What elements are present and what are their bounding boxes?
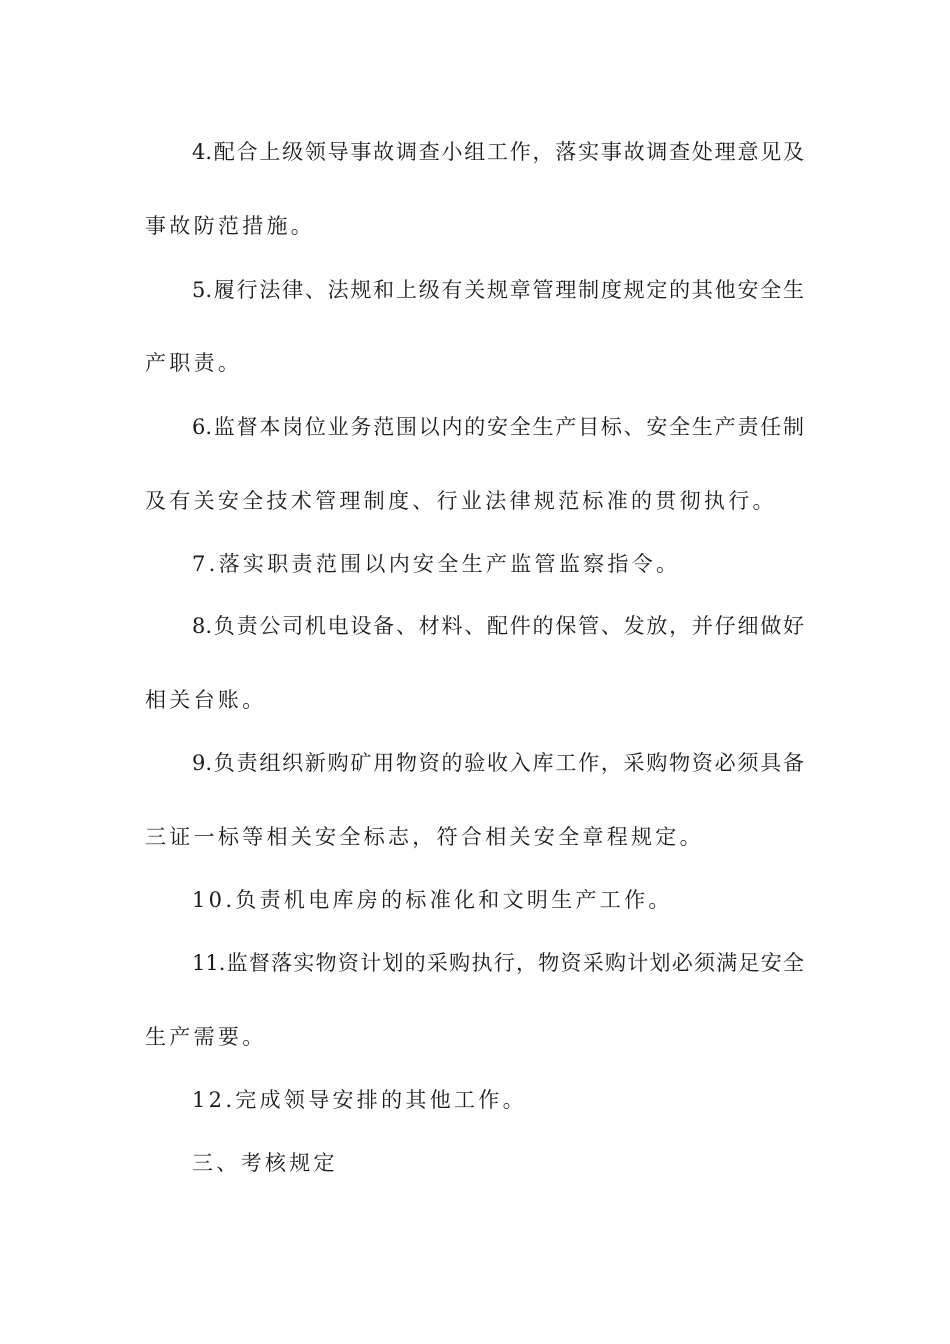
paragraph-5-line-2: 产职责。 xyxy=(145,351,243,375)
section-heading-assessment: 三、考核规定 xyxy=(192,1151,338,1175)
paragraph-6-line-2: 及有关安全技术管理制度、行业法律规范标准的贯彻执行。 xyxy=(145,489,777,513)
paragraph-5-line-1: 5.履行法律、法规和上级有关规章管理制度规定的其他安全生 xyxy=(192,278,804,302)
paragraph-7: 7.落实职责范围以内安全生产监管监察指令。 xyxy=(192,552,681,576)
paragraph-10: 10.负责机电库房的标准化和文明生产工作。 xyxy=(192,888,673,912)
paragraph-6-line-1: 6.监督本岗位业务范围以内的安全生产目标、安全生产责任制 xyxy=(192,415,804,439)
paragraph-8-line-1: 8.负责公司机电设备、材料、配件的保管、发放，并仔细做好 xyxy=(192,614,804,638)
paragraph-8-line-2: 相关台账。 xyxy=(145,688,267,712)
paragraph-12: 12.完成领导安排的其他工作。 xyxy=(192,1088,527,1112)
paragraph-9-line-2: 三证一标等相关安全标志，符合相关安全章程规定。 xyxy=(145,825,704,849)
paragraph-11-line-2: 生产需要。 xyxy=(145,1025,267,1049)
paragraph-11-line-1: 11.监督落实物资计划的采购执行，物资采购计划必须满足安全 xyxy=(192,951,804,975)
paragraph-9-line-1: 9.负责组织新购矿用物资的验收入库工作，采购物资必须具备 xyxy=(192,751,804,775)
paragraph-4-line-2: 事故防范措施。 xyxy=(145,214,316,238)
paragraph-4-line-1: 4.配合上级领导事故调查小组工作，落实事故调查处理意见及 xyxy=(192,140,804,164)
